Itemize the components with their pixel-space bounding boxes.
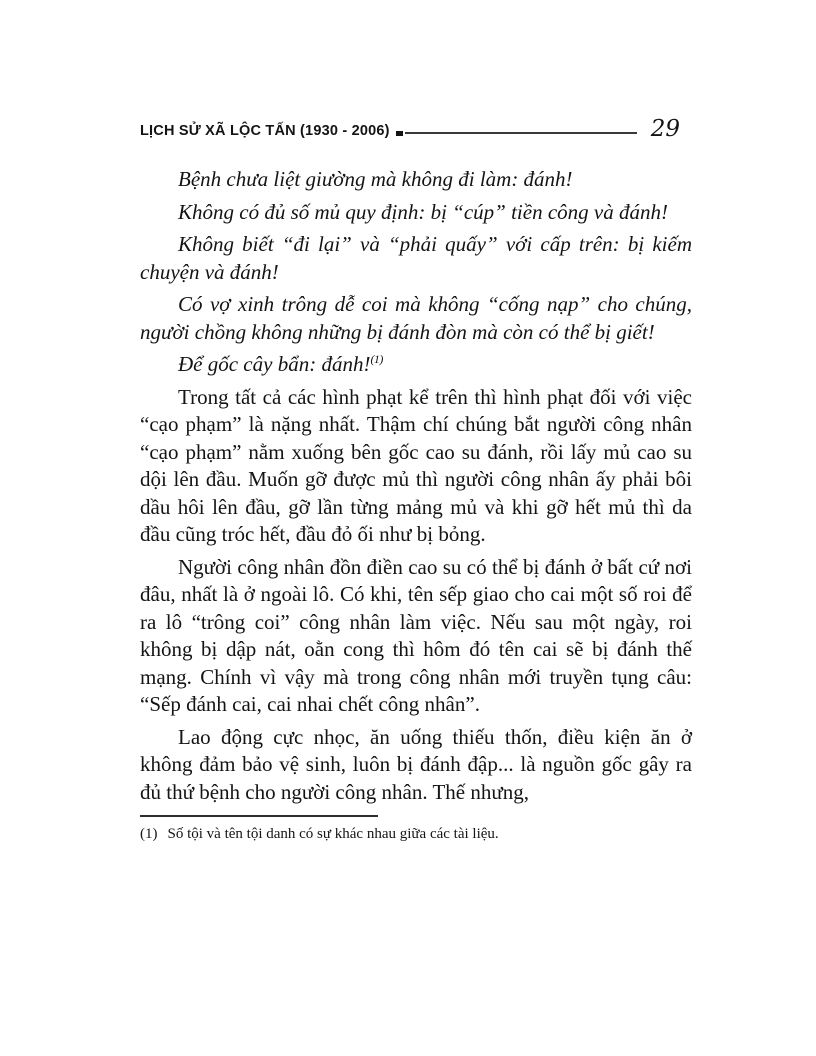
paragraph <box>140 291 692 346</box>
paragraph-text: Không biết “đi lại” và “phải quấy” với cấp trên: bị kiếm chuyện và đánh! <box>140 232 692 284</box>
paragraph <box>140 554 692 719</box>
footnote-text: Số tội và tên tội danh có sự khác nhau giữa các tài liệu. <box>167 826 499 842</box>
paragraph-text: Không có đủ số mủ quy định: bị “cúp” tiền công và đánh! <box>178 199 668 224</box>
paragraph-text: Bệnh chưa liệt giường mà không đi làm: đánh! <box>178 167 573 191</box>
page-number: 29 <box>650 116 680 142</box>
paragraph-text: Để gốc cây bẩn: đánh! <box>178 352 371 376</box>
paragraph-text: Lao động cực nhọc, ăn uống thiếu thốn, điều kiện ăn ở không đảm bảo vệ sinh, luôn bị đánh đập... là nguồn gốc gây ra đủ thứ bệnh cho người công nhân. Thế nhưng, <box>140 724 692 804</box>
square-bullet-icon <box>396 131 403 136</box>
paragraph <box>140 166 692 194</box>
paragraph-text: Người công nhân đồn điền cao su có thể bị đánh ở bất cứ nơi đâu, nhất là ở ngoài lô. Có khi, tên sếp giao cho cai một số roi để ra lô “trông coi” công nhân làm việc. Nếu sau một ngày, roi không bị dập nát, oằn cong thì hôm đó tên cai sẽ bị đánh thế mạng. Chính vì vậy mà trong công nhân mới truyền tụng câu: “Sếp đánh cai, cai nhai chết công nhân”. <box>140 554 692 716</box>
footnote-ref: (1) <box>370 352 383 366</box>
footnote-section <box>140 815 692 844</box>
paragraph <box>140 724 692 807</box>
footnote-marker: (1) <box>140 826 158 842</box>
paragraph <box>140 351 692 379</box>
paragraph <box>140 384 692 549</box>
running-title: LỊCH SỬ XÃ LỘC TẤN (1930 - 2006) <box>140 122 390 139</box>
paragraph <box>140 199 692 227</box>
footnote <box>140 824 692 844</box>
footnote-rule <box>140 815 378 817</box>
header-rule <box>405 132 637 135</box>
paragraph-text: Có vợ xinh trông dễ coi mà không “cống nạp” cho chúng, người chồng không những bị đánh đòn mà còn có thể bị giết! <box>140 292 692 344</box>
body-text <box>140 166 692 806</box>
page-header <box>140 118 680 141</box>
paragraph <box>140 231 692 286</box>
paragraph-text: Trong tất cả các hình phạt kể trên thì hình phạt đối với việc “cạo phạm” là nặng nhất. Thậm chí chúng bắt người công nhân “cạo phạm” nằm xuống bên gốc cao su đánh, rồi lấy mủ cao su dội lên đầu. Muốn gỡ được mủ thì người công nhân ấy phải bôi dầu hôi lên đầu, gỡ lần từng mảng mủ và khi gỡ hết mủ thì da đầu cũng tróc hết, đầu đỏ ối như bị bỏng. <box>140 384 692 546</box>
